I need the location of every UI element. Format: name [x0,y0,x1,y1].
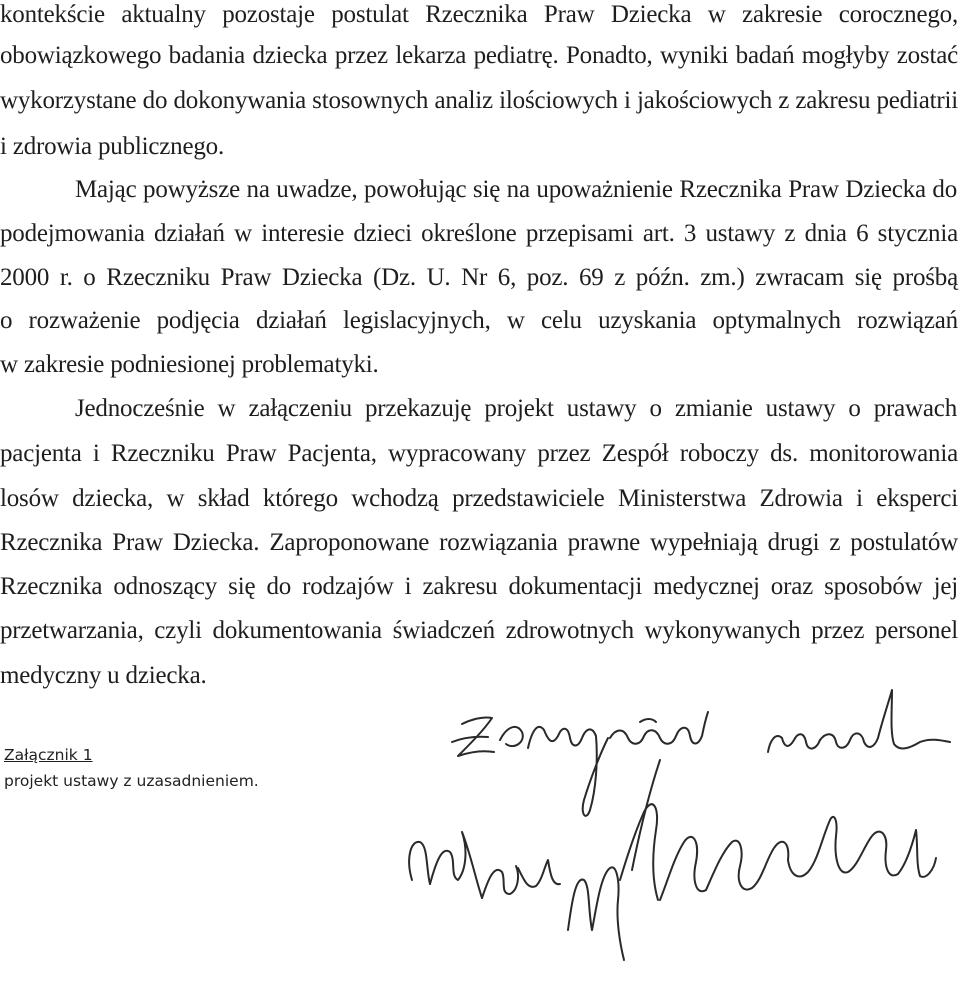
paragraph-2-line-1: Mając powyższe na uwadze, powołując się na upoważnienie Rzecznika Praw Dziecka do [75,176,957,203]
attachment-description: projekt ustawy z uzasadnieniem. [4,772,259,790]
paragraph-1-line-3: wykorzystane do dokonywania stosownych analiz ilościowych i jakościowych z zakresu pediatrii [0,87,958,114]
paragraph-3-line-6: przetwarzania, czyli dokumentowania świadczeń zdrowotnych wykonywanych przez personel [0,617,958,644]
attachment-title: Załącznik 1 [4,746,93,764]
paragraph-2-line-5: w zakresie podniesionej problematyki. [0,351,379,378]
paragraph-2-line-2: podejmowania działań w interesie dzieci określone przepisami art. 3 ustawy z dnia 6 stycznia [0,220,958,247]
paragraph-3-line-1: Jednocześnie w załączeniu przekazuję projekt ustawy o zmianie ustawy o prawach [75,395,957,422]
paragraph-2-line-3: 2000 r. o Rzeczniku Praw Dziecka (Dz. U. Nr 6, poz. 69 z późn. zm.) zwracam się prośbą [0,264,958,291]
paragraph-3-line-7: medyczny u dziecka. [0,662,207,689]
signature-name-scribble [409,760,936,960]
paragraph-1-line-4: i zdrowia publicznego. [0,133,224,160]
paragraph-3-line-2: pacjenta i Rzeczniku Praw Pacjenta, wypracowany przez Zespół roboczy ds. monitorowania [0,440,958,467]
paragraph-3-line-3: losów dziecka, w skład którego wchodzą przedstawiciele Ministerstwa Zdrowia i eksperci [0,485,958,512]
paragraph-3-line-4: Rzecznika Praw Dziecka. Zaproponowane rozwiązania prawne wypełniają drugi z postulatów [0,529,958,556]
paragraph-1-line-2: obowiązkowego badania dziecka przez lekarza pediatrę. Ponadto, wyniki badań mogłyby zostać [0,42,958,69]
paragraph-1-line-1: kontekście aktualny pozostaje postulat Rzecznika Praw Dziecka w zakresie corocznego, [0,1,958,28]
signature-closing-scribble [452,690,950,816]
paragraph-3-line-5: Rzecznika odnoszący się do rodzajów i zakresu dokumentacji medycznej oraz sposobów jej [0,573,958,600]
paragraph-2-line-4: o rozważenie podjęcia działań legislacyjnych, w celu uzyskania optymalnych rozwiązań [0,307,958,334]
